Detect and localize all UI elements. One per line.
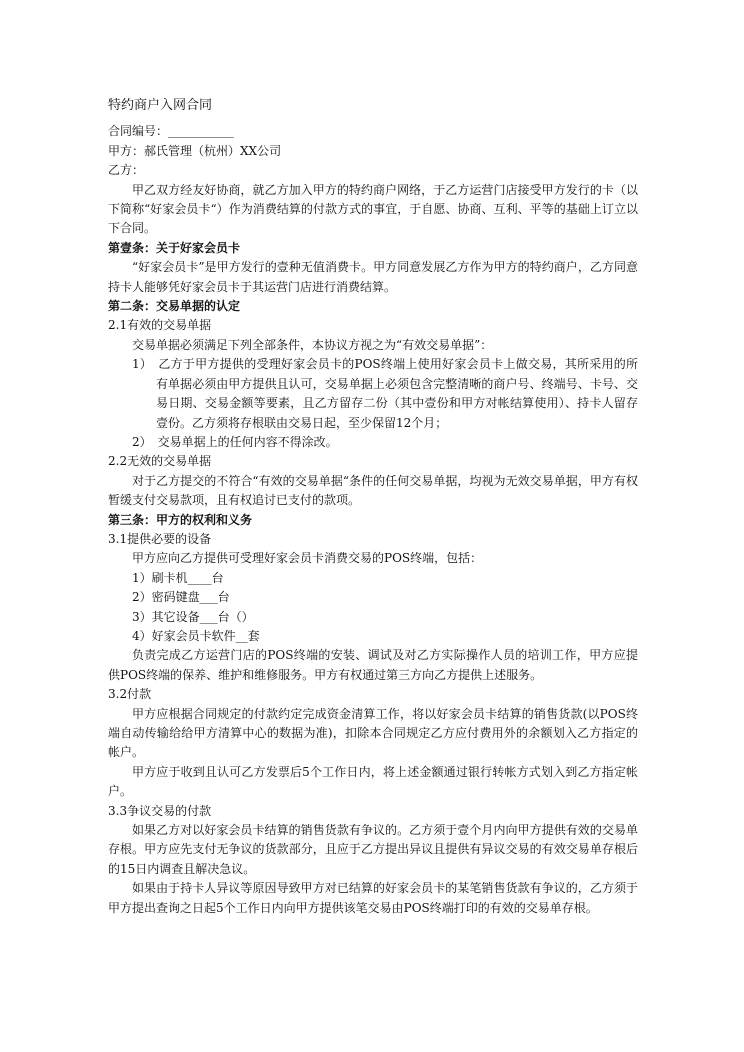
article-1-body: “好家会员卡”是甲方发行的壹种无值消费卡。甲方同意发展乙方作为甲方的特约商户，乙方同意持卡人能够凭好家会员卡于其运营门店进行消费结算。: [108, 260, 638, 294]
section-3-3-paragraph-2: 如果由于持卡人异议等原因导致甲方对已结算的好家会员卡的某笔销售货款有争议的，乙方须于甲方提出查询之日起5个工作日内向甲方提供该笔交易由POS终端打印的有效的交易单存根。: [108, 881, 638, 915]
section-2-1-item-2: 2） 交易单据上的任何内容不得涂改。: [132, 434, 338, 449]
equipment-item: 1）刷卡机____台: [132, 570, 224, 585]
contract-page: [108, 96, 638, 918]
section-3-3-title: 3.3争议交易的付款: [108, 803, 212, 818]
section-3-2-title: 3.2付款: [108, 687, 152, 702]
document-title: 特约商户入网合同: [108, 98, 213, 113]
intro-paragraph: 甲乙双方经友好协商，就乙方加入甲方的特约商户网络，于乙方运营门店接受甲方发行的卡（以下简称“好家会员卡“）作为消费结算的付款方式的事宜，于自愿、协商、互利、平等的基础上订立以下合同。: [108, 182, 638, 236]
section-2-2-title: 2.2无效的交易单据: [108, 454, 212, 469]
party-a: 甲方：郝氏管理（杭州）XX公司: [108, 143, 282, 158]
section-3-1-body: 甲方应向乙方提供可受理好家会员卡消费交易的POS终端，包括：: [132, 551, 483, 566]
section-3-2-paragraph-2: 甲方应于收到且认可乙方发票后5个工作日内，将上述金额通过银行转帐方式划入到乙方指定帐户。: [108, 764, 638, 799]
section-2-2-body: 对于乙方提交的不符合“有效的交易单据“条件的任何交易单据，均视为无效交易单据，甲方有权暂缓支付交易款项，且有权追讨已支付的款项。: [108, 473, 638, 508]
article-2-heading: 第二条：交易单据的认定: [108, 299, 241, 314]
section-2-1-body: 交易单据必须满足下列全部条件，本协议方视之为“有效交易单据”：: [132, 337, 493, 352]
section-3-1-title: 3.1提供必要的设备: [108, 531, 212, 546]
equipment-item: 2）密码键盘___台: [132, 590, 230, 605]
article-1-heading: 第壹条：关于好家会员卡: [108, 240, 241, 255]
equipment-item: 3）其它设备___台（）: [132, 609, 254, 624]
party-b: 乙方：: [108, 163, 145, 178]
section-2-1-item-1: 1） 乙方于甲方提供的受理好家会员卡的POS终端上使用好家会员卡上做交易，其所采用的所有单据必须由甲方提供且认可，交易单据上必须包含完整清晰的商户号、终端号、卡号、交易日期、交易金额等要素，且乙方留存二份（其中壹份和甲方对帐结算使用）、持卡人留存壹份。乙方须将存根联由交易日起，至少保留12个月；: [132, 357, 638, 430]
section-2-1-title: 2.1有效的交易单据: [108, 318, 212, 333]
equipment-item: 4）好家会员卡软件__套: [132, 628, 260, 643]
article-3-heading: 第三条：甲方的权利和义务: [108, 512, 253, 527]
section-3-2-paragraph-1: 甲方应根据合同规定的付款约定完成资金清算工作，将以好家会员卡结算的销售货款(以POS终端自动传输给给甲方清算中心的数据为准)，扣除本合同规定乙方应付费用外的余额划入乙方指定的帐户。: [108, 706, 638, 760]
section-3-1-note: 负责完成乙方运营门店的POS终端的安装、调试及对乙方实际操作人员的培训工作，甲方应提供POS终端的保养、维护和维修服务。甲方有权通过第三方向乙方提供上述服务。: [108, 648, 638, 682]
contract-number: 合同编号：___________: [108, 124, 235, 139]
section-3-3-paragraph-1: 如果乙方对以好家会员卡结算的销售货款有争议的。乙方须于壹个月内向甲方提供有效的交易单存根。甲方应先支付无争议的货款部分，且应于乙方提出异议且提供有异议交易的有效交易单存根后的15日内调查且解决急议。: [108, 823, 638, 876]
